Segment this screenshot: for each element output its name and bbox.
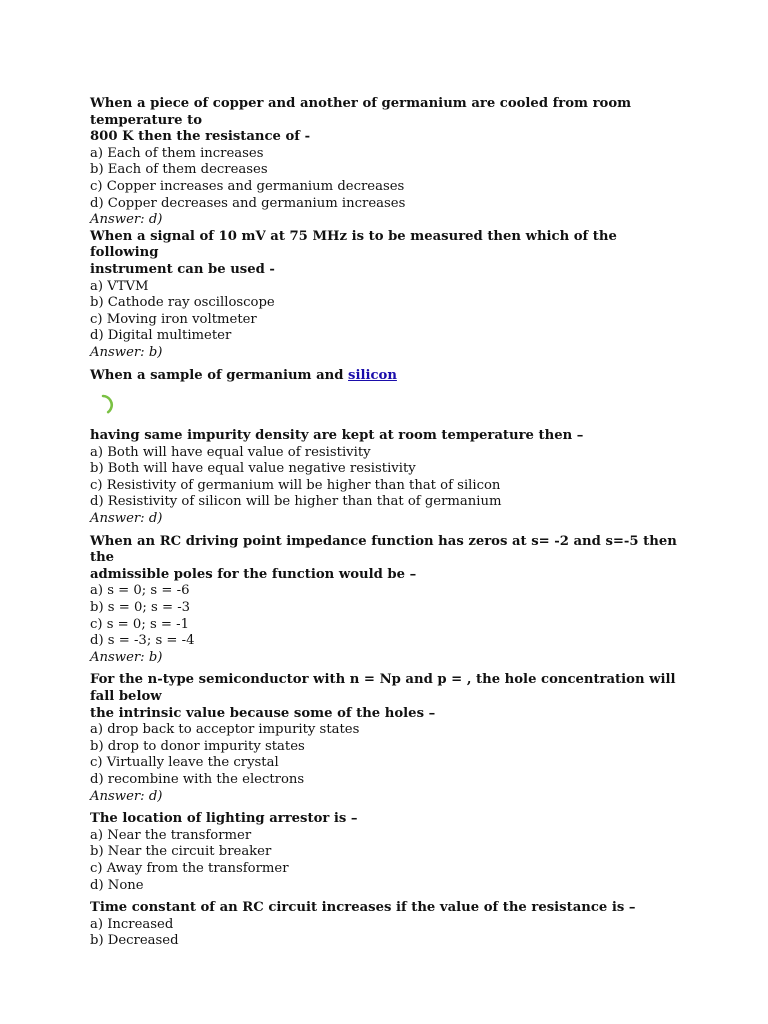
question-line: admissible poles for the function would be – <box>90 566 417 582</box>
answer-text: Answer: d) <box>90 212 163 228</box>
question-block <box>90 534 680 667</box>
answer-text: Answer: b) <box>90 649 163 665</box>
option-d: d) Resistivity of silicon will be higher than that of germanium <box>90 494 502 510</box>
option-b: b) Cathode ray oscilloscope <box>90 295 275 311</box>
option-d: d) Digital multimeter <box>90 328 232 344</box>
question-line: the intrinsic value because some of the holes – <box>90 705 436 721</box>
option-c: c) Moving iron voltmeter <box>90 311 257 327</box>
option-d: d) s = -3; s = -4 <box>90 633 195 649</box>
question-line: When an RC driving point impedance function has zeros at s= -2 and s=-5 then the <box>90 533 677 566</box>
option-a: a) Near the transformer <box>90 827 252 843</box>
option-a: a) Each of them increases <box>90 145 264 161</box>
question-text <box>90 96 680 146</box>
option-a: a) VTVM <box>90 278 149 294</box>
question-text: Time constant of an RC circuit increases if the value of the resistance is – <box>90 900 636 916</box>
answer-text: Answer: d) <box>90 511 163 527</box>
question-block <box>90 368 680 528</box>
question-line: 800 K then the resistance of - <box>90 129 311 145</box>
answer-text: Answer: d) <box>90 788 163 804</box>
option-b: b) Each of them decreases <box>90 162 268 178</box>
option-d: d) recombine with the electrons <box>90 771 305 787</box>
question-block <box>90 900 680 950</box>
document-content <box>90 96 680 956</box>
option-d: d) None <box>90 877 144 893</box>
question-line: When a signal of 10 mV at 75 MHz is to be measured then which of the following <box>90 228 617 261</box>
question-text <box>90 229 680 279</box>
option-b: b) Both will have equal value negative resistivity <box>90 461 416 477</box>
question-text <box>90 672 680 722</box>
question-line: instrument can be used - <box>90 261 275 277</box>
option-a: a) Both will have equal value of resistivity <box>90 444 371 460</box>
question-block <box>90 96 680 229</box>
option-a: a) s = 0; s = -6 <box>90 583 190 599</box>
loading-spinner-icon <box>92 394 114 416</box>
option-c: c) Copper increases and germanium decreases <box>90 178 405 194</box>
option-b: b) drop to donor impurity states <box>90 738 305 754</box>
question-text <box>90 534 680 584</box>
answer-text: Answer: b) <box>90 344 163 360</box>
question-text <box>90 368 680 385</box>
question-text: The location of lighting arrestor is – <box>90 811 358 827</box>
option-a: a) Increased <box>90 916 174 932</box>
question-block <box>90 672 680 805</box>
question-prefix: When a sample of germanium and <box>90 367 349 383</box>
option-a: a) drop back to acceptor impurity states <box>90 722 360 738</box>
question-continuation: having same impurity density are kept at room temperature then – <box>90 428 584 444</box>
option-c: c) Away from the transformer <box>90 860 289 876</box>
option-c: c) s = 0; s = -1 <box>90 616 189 632</box>
option-d: d) Copper decreases and germanium increases <box>90 195 406 211</box>
option-c: c) Resistivity of germanium will be higher than that of silicon <box>90 477 501 493</box>
silicon-link[interactable]: silicon <box>348 367 397 383</box>
option-c: c) Virtually leave the crystal <box>90 755 279 771</box>
option-b: b) Near the circuit breaker <box>90 844 272 860</box>
question-line: For the n-type semiconductor with n = Np and p = , the hole concentration will fall below <box>90 672 676 704</box>
question-block <box>90 811 680 894</box>
question-block <box>90 229 680 362</box>
question-line: When a piece of copper and another of germanium are cooled from room temperature to <box>90 96 632 128</box>
option-b: b) Decreased <box>90 933 179 949</box>
option-b: b) s = 0; s = -3 <box>90 600 191 616</box>
